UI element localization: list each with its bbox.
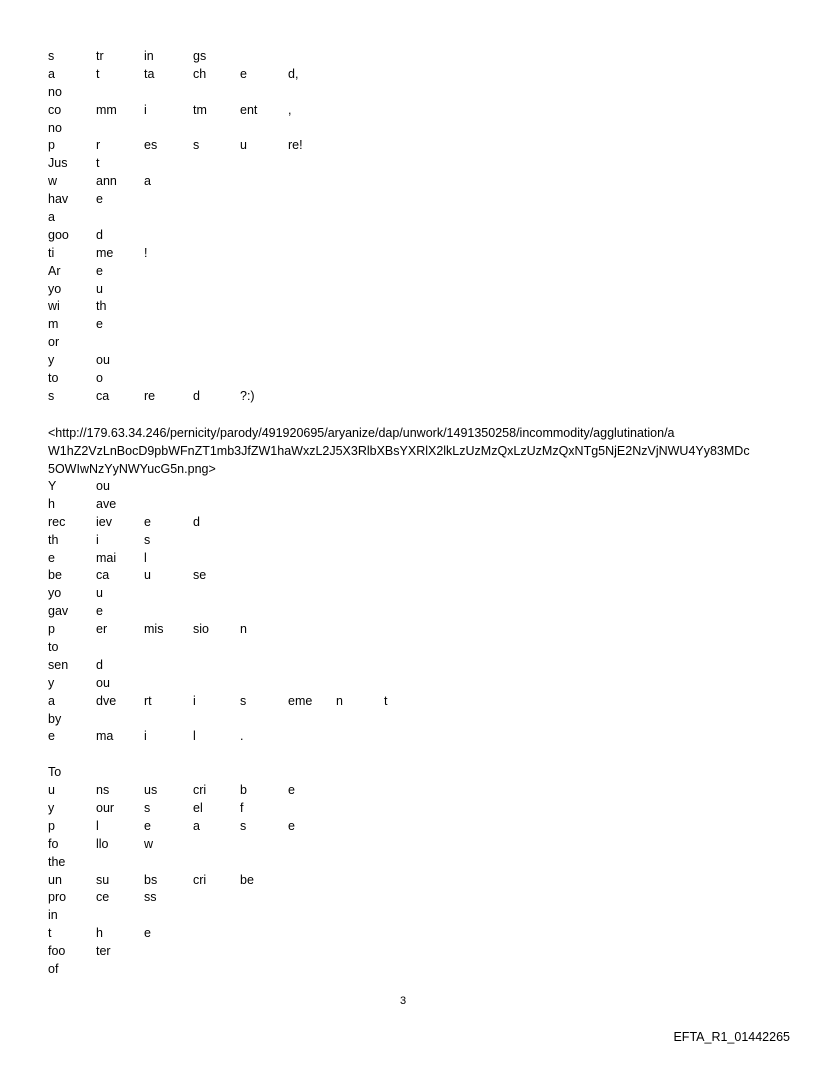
text-fragment: a: [193, 818, 200, 833]
text-fragment: or: [48, 335, 60, 350]
text-fragment: l: [144, 550, 147, 565]
text-fragment: e: [96, 604, 103, 619]
text-fragment: tm: [193, 102, 207, 117]
text-fragment: e: [144, 514, 151, 529]
text-fragment: ?:): [240, 388, 255, 403]
text-fragment: f: [240, 801, 244, 816]
text-fragment: mai: [96, 550, 117, 565]
text-fragment: yo: [48, 586, 62, 601]
text-fragment: o: [96, 371, 103, 386]
text-fragment: To: [48, 765, 62, 780]
text-fragment: n: [336, 693, 343, 708]
text-fragment: in: [48, 908, 58, 923]
text-fragment: l: [96, 818, 99, 833]
text-fragment: in: [144, 49, 154, 63]
text-fragment: e: [240, 66, 247, 81]
text-fragment: ca: [96, 388, 110, 403]
text-fragment: a: [48, 693, 55, 708]
text-fragment: bs: [144, 872, 158, 887]
text-fragment: w: [48, 174, 58, 189]
text-fragment: t: [96, 156, 100, 171]
text-fragment: !: [144, 245, 148, 260]
page-number: 3: [400, 995, 407, 1007]
text-fragment: ou: [96, 479, 110, 493]
text-fragment: ou: [96, 675, 110, 690]
text-fragment: dve: [96, 693, 117, 708]
text-fragment: p: [48, 138, 55, 153]
text-fragment: u: [96, 281, 103, 296]
text-fragment: cri: [193, 872, 207, 887]
text-fragment: s: [48, 388, 55, 403]
text-fragment: d: [96, 227, 103, 242]
text-fragment: y: [48, 801, 55, 816]
text-fragment: u: [96, 586, 103, 601]
text-fragment: e: [288, 783, 295, 798]
text-fragment: our: [96, 801, 115, 816]
text-fragment: re: [144, 388, 156, 403]
text-fragment: Ar: [48, 263, 61, 278]
text-fragment: th: [96, 299, 107, 314]
text-fragment: p: [48, 622, 55, 637]
text-fragment: Jus: [48, 156, 68, 171]
text-fragment: no: [48, 84, 62, 99]
text-fragment: ave: [96, 496, 117, 511]
text-fragment: co: [48, 102, 62, 117]
text-fragment: u: [240, 138, 247, 153]
text-fragment: t: [384, 693, 388, 708]
text-fragment: es: [144, 138, 158, 153]
text-fragment: ce: [96, 890, 110, 905]
text-fragment: e: [288, 818, 295, 833]
text-fragment: ta: [144, 66, 155, 81]
text-fragment: h: [96, 926, 103, 941]
text-fragment: yo: [48, 281, 62, 296]
text-fragment: ou: [96, 353, 110, 368]
text-fragment: re!: [288, 138, 303, 153]
text-fragment: n: [240, 622, 247, 637]
text-fragment: a: [48, 66, 55, 81]
text-fragment: rt: [144, 693, 152, 708]
text-fragment: e: [144, 818, 151, 833]
text-fragment: ma: [96, 729, 114, 744]
text-fragment: the: [48, 854, 66, 869]
text-fragment: fo: [48, 836, 59, 851]
text-fragment: llo: [96, 836, 109, 851]
text-fragment: iev: [96, 514, 112, 529]
text-fragment: se: [193, 568, 207, 583]
text-fragment: b: [240, 783, 247, 798]
text-fragment: e: [48, 550, 55, 565]
text-fragment: d: [193, 514, 200, 529]
text-fragment: d: [193, 388, 200, 403]
text-fragment: e: [96, 192, 103, 207]
text-fragment: w: [144, 836, 154, 851]
text-fragment: ent: [240, 102, 258, 117]
text-fragment: of: [48, 962, 59, 977]
text-fragment: s: [193, 138, 200, 153]
text-fragment: ns: [96, 783, 110, 798]
text-fragment: u: [144, 568, 151, 583]
text-fragment: s: [144, 532, 151, 547]
url-line: 5OWIwNzYyNWYucG5n.png>: [48, 462, 216, 476]
text-fragment: l: [193, 729, 196, 744]
text-fragment: s: [144, 801, 151, 816]
text-fragment: s: [48, 49, 55, 63]
text-fragment: Y: [48, 479, 57, 493]
text-fragment: su: [96, 872, 110, 887]
text-fragment: gs: [193, 49, 207, 63]
url-line: W1hZ2VzLnBocD9pbWFnZT1mb3JfZW1haWxzL2J5X3RlbXBsYXRlX2lkLzUzMzQxLzUzMzQxNTg5NjE2NzVjNWU4Yy83MDc: [48, 444, 750, 458]
text-fragment: ca: [96, 568, 110, 583]
text-fragment: y: [48, 675, 55, 690]
text-fragment: mis: [144, 622, 164, 637]
text-fragment: wi: [48, 299, 60, 314]
text-fragment: m: [48, 317, 59, 332]
text-fragment: er: [96, 622, 108, 637]
text-fragment: tr: [96, 49, 104, 63]
text-fragment: un: [48, 872, 62, 887]
text-fragment: hav: [48, 192, 69, 207]
text-fragment: rec: [48, 514, 66, 529]
text-fragment: a: [144, 174, 151, 189]
text-fragment: pro: [48, 890, 67, 905]
text-fragment: sio: [193, 622, 209, 637]
text-fragment: ti: [48, 245, 55, 260]
text-fragment: us: [144, 783, 158, 798]
text-fragment: ann: [96, 174, 117, 189]
image-url: [48, 424, 778, 478]
text-fragment: e: [144, 926, 151, 941]
text-fragment: ter: [96, 944, 111, 959]
text-fragment: me: [96, 245, 114, 260]
text-fragment: eme: [288, 693, 313, 708]
text-fragment: goo: [48, 227, 69, 242]
text-fragment: i: [144, 729, 147, 744]
text-fragment: .: [240, 729, 244, 744]
text-fragment: d,: [288, 66, 299, 81]
text-fragment: be: [240, 872, 254, 887]
text-fragment: to: [48, 640, 59, 655]
text-fragment: p: [48, 818, 55, 833]
text-fragment: el: [193, 801, 203, 816]
text-fragment: i: [144, 102, 147, 117]
text-fragment: d: [96, 657, 103, 672]
text-fragment: t: [48, 926, 52, 941]
text-fragment: cri: [193, 783, 207, 798]
text-fragment: ch: [193, 66, 207, 81]
text-fragment: foo: [48, 944, 66, 959]
text-fragment: e: [96, 263, 103, 278]
text-fragment: i: [193, 693, 196, 708]
text-fragment: i: [96, 532, 99, 547]
text-fragment: ,: [288, 102, 292, 117]
text-fragment: e: [48, 729, 55, 744]
text-fragment: th: [48, 532, 59, 547]
text-fragment: s: [240, 818, 247, 833]
text-fragment: sen: [48, 657, 69, 672]
text-fragment: s: [240, 693, 247, 708]
text-fragment: no: [48, 120, 62, 135]
text-fragment: by: [48, 711, 62, 726]
text-fragment: be: [48, 568, 62, 583]
url-line: <http://179.63.34.246/pernicity/parody/491920695/aryanize/dap/unwork/1491350258/incommodity/agglutination/a: [48, 426, 675, 440]
document-id: EFTA_R1_01442265: [673, 1030, 790, 1044]
text-fragment: y: [48, 353, 55, 368]
text-fragment: r: [96, 138, 101, 153]
text-fragment: e: [96, 317, 103, 332]
text-fragment: gav: [48, 604, 69, 619]
text-fragment: ss: [144, 890, 157, 905]
text-fragment: a: [48, 210, 55, 225]
text-fragment: u: [48, 783, 55, 798]
text-fragment: t: [96, 66, 100, 81]
text-fragment: to: [48, 371, 59, 386]
text-fragment: mm: [96, 102, 117, 117]
text-fragment: h: [48, 496, 55, 511]
